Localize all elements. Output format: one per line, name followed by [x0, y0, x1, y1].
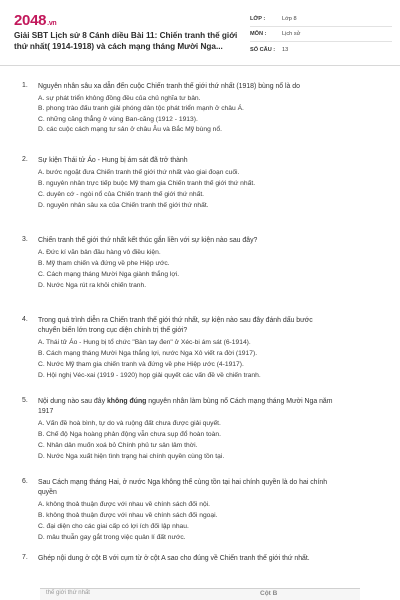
option-c[interactable]: C. Nước Mỹ tham gia chiến tranh và đứng về phe Hiệp ước (4-1917). [38, 361, 244, 368]
site-logo[interactable] [14, 12, 56, 29]
option-a[interactable]: A. sự phát triển không đồng đều của chủ nghĩa tư bản. [38, 95, 201, 102]
question-text-after: nguyên nhân làm bùng nổ Cách mạng tháng Mười Nga năm [146, 398, 333, 405]
question-number: 7. [22, 554, 28, 561]
question-number: 4. [22, 316, 28, 323]
option-c[interactable]: C. duyên cớ - ngòi nổ của Chiến tranh thế giới thứ nhất. [38, 191, 205, 198]
option-a[interactable]: A. không thoả thuận được với nhau về chính sách đối nội. [38, 501, 211, 508]
logo-suffix: .vn [47, 20, 57, 27]
page-header [0, 0, 400, 66]
option-c[interactable]: C. Nhân dân muốn xoá bỏ Chính phủ tư sản lâm thời. [38, 442, 198, 449]
option-c[interactable]: C. Cách mạng tháng Mười Nga giành thắng lợi. [38, 271, 180, 278]
question-text: Ghép nội dung ở cột B với cụm từ ở cột A sao cho đúng về Chiến tranh thế giới thứ nhất. [38, 555, 310, 562]
question-text-emphasis: không đúng [106, 398, 147, 405]
option-a[interactable]: A. Vấn đề hoà bình, tự do và ruộng đất chưa được giải quyết. [38, 420, 221, 427]
question-number: 6. [22, 478, 28, 485]
meta-value-class: Lớp 8 [282, 16, 297, 22]
question-text [38, 316, 363, 336]
question-text-before: Nội dung nào sau đây [38, 398, 107, 405]
option-d[interactable]: D. các cuộc cách mạng tư sản ở châu Âu và Bắc Mỹ bùng nổ. [38, 126, 222, 133]
meta-label-count: SỐ CÂU : [250, 46, 276, 53]
question-text-line-2: chuyển biến lớn trong cục diện chính trị thế giới? [38, 327, 188, 334]
question-number: 1. [22, 82, 28, 89]
option-c[interactable]: C. những căng thẳng ở vùng Ban-căng (1912 - 1913). [38, 116, 198, 123]
option-d[interactable]: D. Nước Nga rút ra khỏi chiến tranh. [38, 282, 147, 289]
option-c[interactable]: C. đại diện cho các giai cấp có lợi ích đối lập nhau. [38, 523, 189, 530]
document-title [14, 31, 239, 52]
table-cell-col-a: thế giới thứ nhất [46, 590, 90, 596]
option-d[interactable]: D. mâu thuẫn gay gắt trong việc quản lí đất nước. [38, 534, 186, 541]
document-meta [250, 12, 392, 57]
meta-label-class: LỚP : [250, 16, 266, 22]
table-header-col-b: Cột B [260, 590, 278, 597]
question-text-line-1: Trong quá trình diễn ra Chiến tranh thế giới thứ nhất, sự kiện nào sau đây đánh dấu bước [38, 317, 313, 324]
question-text-line-2: 1917 [38, 408, 54, 415]
question-text [38, 478, 363, 498]
meta-value-subject: Lịch sử [282, 31, 301, 37]
question-text: Nguyên nhân sâu xa dẫn đến cuộc Chiến tranh thế giới thứ nhất (1918) bùng nổ là do [38, 83, 300, 90]
question-text-line-1 [38, 397, 363, 407]
option-a[interactable]: A. Đức kí văn bản đầu hàng vô điều kiện. [38, 249, 161, 256]
question-text: Chiến tranh thế giới thứ nhất kết thúc gắn liền với sự kiện nào sau đây? [38, 237, 258, 244]
option-b[interactable]: B. không thoả thuận được với nhau về chính sách đối ngoại. [38, 512, 218, 519]
option-b[interactable]: B. phong trào đấu tranh giải phóng dân tộc phát triển mạnh ở châu Á. [38, 105, 244, 112]
matching-table-header [40, 588, 360, 600]
meta-row-subject [250, 27, 392, 42]
option-a[interactable]: A. Thái tử Áo - Hung bị tổ chức "Bàn tay đen" ở Xéc-bi ám sát (6-1914). [38, 339, 251, 346]
question-number: 3. [22, 236, 28, 243]
option-d[interactable]: D. Hội nghị Véc-xai (1919 - 1920) họp giải quyết các vấn đề về chiến tranh. [38, 372, 261, 379]
question-text: Sự kiện Thái tử Áo - Hung bị ám sát đã trở thành [38, 157, 188, 164]
question-text [38, 397, 363, 417]
meta-label-subject: MÔN : [250, 31, 267, 37]
option-b[interactable]: B. Mỹ tham chiến và đứng về phe Hiệp ước. [38, 260, 170, 267]
option-b[interactable]: B. Cách mạng tháng Mười Nga thắng lợi, nước Nga Xô viết ra đời (1917). [38, 350, 258, 357]
question-text-line-1: Sau Cách mạng tháng Hai, ở nước Nga không thể cùng tồn tại hai chính quyền là do hai chính [38, 479, 328, 486]
question-number: 5. [22, 397, 28, 404]
logo-text: 2048 [14, 12, 47, 29]
question-text-line-2: quyền [38, 489, 57, 496]
meta-row-class [250, 12, 392, 27]
option-d[interactable]: D. Nước Nga xuất hiện tình trạng hai chính quyền cùng tồn tại. [38, 453, 225, 460]
option-b[interactable]: B. nguyên nhân trực tiếp buộc Mỹ tham gia Chiến tranh thế giới thứ nhất. [38, 180, 256, 187]
title-line-2: thứ nhất( 1914-1918) và cách mạng tháng Mười Nga... [14, 41, 223, 51]
option-b[interactable]: B. Chế độ Nga hoàng phản động vẫn chưa sụp đổ hoàn toàn. [38, 431, 221, 438]
question-number: 2. [22, 156, 28, 163]
meta-row-count [250, 42, 392, 57]
title-line-1: Giải SBT Lịch sử 8 Cánh diều Bài 11: Chiến tranh thế giới [14, 31, 238, 40]
meta-value-count: 13 [282, 46, 289, 53]
option-d[interactable]: D. nguyên nhân sâu xa của Chiến tranh thế giới thứ nhất. [38, 202, 209, 209]
option-a[interactable]: A. bước ngoặt đưa Chiến tranh thế giới thứ nhất vào giai đoạn cuối. [38, 169, 240, 176]
